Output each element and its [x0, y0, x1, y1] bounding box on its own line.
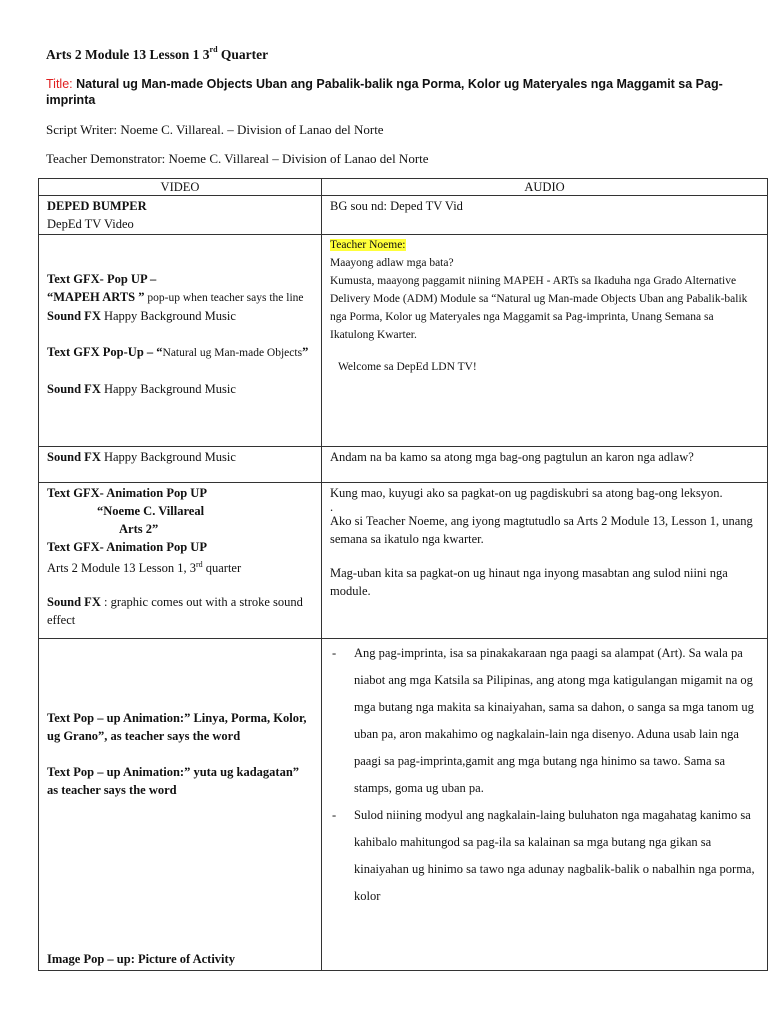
audio-bullet-list: [330, 640, 759, 910]
video-cue: Text Pop – up Animation:” yuta ug kadagatan” as teacher says the word: [47, 765, 300, 797]
audio-text: Mag-uban kita sa pagkat-on ug hinaut nga inyong masabtan ang sulod niini nga module.: [330, 566, 728, 598]
video-desc: quarter: [202, 561, 242, 576]
title-text: Natural ug Man-made Objects Uban ang Pabalik-balik nga Porma, Kolor ug Materyales nga Maggamit sa Pag-imprinta: [46, 77, 723, 107]
teacher-demonstrator: Teacher Demonstrator: Noeme C. Villareal – Division of Lanao del Norte: [46, 151, 429, 166]
audio-cell: [322, 483, 768, 639]
video-cue: Text GFX- Animation Pop UP: [47, 540, 207, 554]
video-cue: DEPED BUMPER: [47, 199, 147, 213]
video-cell: [39, 447, 322, 483]
video-desc: Arts 2 Module 13 Lesson 1, 3: [47, 561, 196, 576]
video-cue: Text GFX- Pop UP –: [47, 272, 157, 286]
video-desc: Happy Background Music: [100, 450, 236, 464]
module-heading: [46, 47, 268, 63]
video-cue: Sound FX: [47, 309, 101, 323]
audio-text: Maayong adlaw mga bata?: [330, 257, 454, 269]
lesson-title: [46, 76, 736, 108]
list-item: - Ang pag-imprinta, isa sa pinakakaraan nga paagi sa alampat (Art). Sa wala pa niabot ang mga Katsila sa Pilipinas, ang atong mga katigulangan migamit na og mga butang nga makita sa kinaiyahan, sama sa dahon, o sanga sa mga tanom ug uban pa, aron makahimo og nagkalain-lain nga disenyo. Aduna usab lain nga paagi sa pag-imprinta,gamit ang mga butang nga hinimo sa tawo. Sama sa stamps, goma ug uban pa.: [330, 640, 759, 802]
table-row: [39, 235, 768, 447]
audio-text: BG sou nd: Deped TV Vid: [330, 199, 463, 213]
table-row: [39, 639, 768, 971]
audio-text: .: [330, 500, 334, 514]
video-desc: DepEd TV Video: [47, 217, 134, 231]
script-table: [38, 178, 768, 971]
audio-cell: [322, 447, 768, 483]
video-cue: Image Pop – up: Picture of Activity: [47, 952, 235, 966]
audio-text: Welcome sa DepEd LDN TV!: [338, 361, 477, 373]
video-desc: Natural ug Man-made Objects: [162, 347, 303, 359]
audio-cell: [322, 196, 768, 235]
table-row: [39, 196, 768, 235]
video-cue: Text Pop – up Animation:” Linya, Porma, Kolor, ug Grano”, as teacher says the word: [47, 711, 307, 743]
module-heading-suffix: Quarter: [217, 47, 269, 62]
video-cue: Text GFX- Animation Pop UP: [47, 486, 207, 500]
title-label: Title:: [46, 77, 73, 91]
video-desc: Happy Background Music: [100, 309, 236, 323]
video-cue: Sound FX: [47, 450, 101, 464]
video-cue: “Noeme C. Villareal: [97, 504, 205, 518]
video-desc-sup: rd: [195, 560, 203, 569]
module-heading-text: Arts 2 Module 13 Lesson 1 3: [46, 47, 210, 62]
video-cue: “MAPEH ARTS ”: [47, 290, 145, 304]
table-header-row: [39, 179, 768, 196]
audio-column-header: AUDIO: [322, 179, 768, 196]
speaker-label: Teacher Noeme:: [330, 239, 406, 251]
video-cue: Sound FX: [47, 382, 101, 396]
video-desc: : graphic comes out with a stroke sound effect: [47, 595, 303, 628]
video-cue: Text GFX Pop-Up – “: [47, 345, 163, 359]
audio-text: Ako si Teacher Noeme, ang iyong magtutudlo sa Arts 2 Module 13, Lesson 1, unang semana sa ikatulo nga kwarter.: [330, 514, 753, 546]
list-item: - Sulod niining modyul ang nagkalain-laing buluhaton nga magahatag kanimo sa kahibalo mahitungod sa pag-ila sa kalainan sa mga butang nga gikan sa kinaiyahan ug hinimo sa tawo nga adunay nagbalik-balik o nabalhin nga porma, kolor: [330, 802, 759, 910]
video-cue: Sound FX: [47, 595, 101, 610]
table-row: [39, 483, 768, 639]
video-desc: pop-up when teacher says the line: [144, 292, 304, 304]
video-cue: Arts 2”: [119, 522, 159, 536]
audio-text: Andam na ba kamo sa atong mga bag-ong pagtulun an karon nga adlaw?: [330, 450, 694, 464]
script-writer: Script Writer: Noeme C. Villareal. – Division of Lanao del Norte: [46, 122, 384, 137]
audio-cell: [322, 235, 768, 447]
video-cell: [39, 196, 322, 235]
video-cell: [39, 483, 322, 639]
audio-text: Kumusta, maayong paggamit niining MAPEH - ARTs sa Ikaduha nga Grado Alternative Delivery Mode (ADM) Module sa “Natural ug Man-made Objects Uban ang Pabalik-balik nga Porma, Kolor ug Materyales nga Maggamit sa Pag-imprinta, Unang Semana sa Ikatulong Kwarter.: [330, 275, 748, 341]
video-cue-end: ”: [302, 345, 309, 359]
module-heading-sup: rd: [209, 45, 218, 54]
video-cell: [39, 639, 322, 971]
table-row: [39, 447, 768, 483]
audio-text: Kung mao, kuyugi ako sa pagkat-on ug pagdiskubri sa atong bag-ong leksyon.: [330, 486, 723, 500]
video-cell: [39, 235, 322, 447]
video-desc: Happy Background Music: [100, 382, 236, 396]
audio-cell: [322, 639, 768, 971]
video-column-header: VIDEO: [39, 179, 322, 196]
